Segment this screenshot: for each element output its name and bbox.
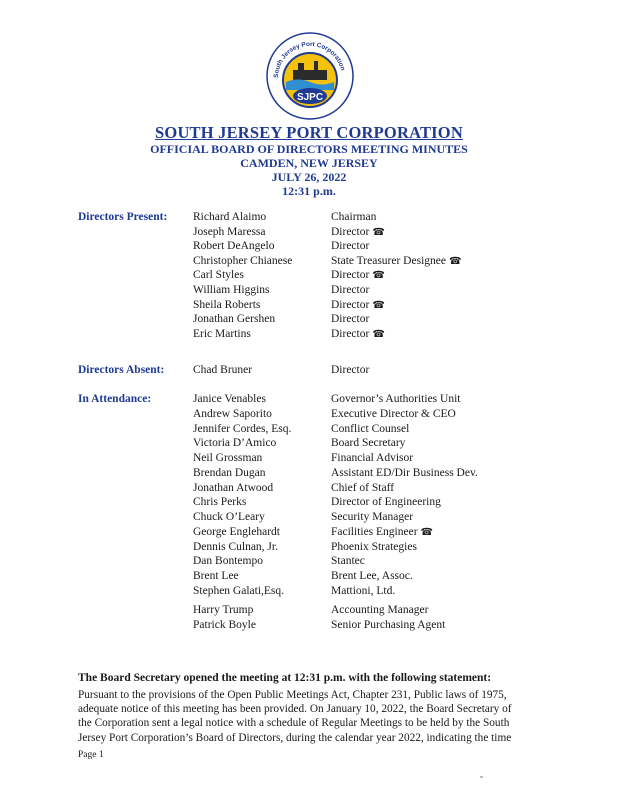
logo-badge-text: SJPC [296, 92, 324, 103]
attendee-name: Patrick Boyle [193, 618, 256, 631]
attendee-role [331, 496, 441, 508]
attendee-role [331, 364, 369, 376]
attendee-name: Brent Lee [193, 570, 239, 582]
attendee-role [331, 269, 385, 281]
attendee-role-text: Board Secretary [331, 437, 406, 450]
attendee-name: Andrew Saporito [193, 407, 272, 420]
attendee-name: Jonathan Gershen [193, 313, 276, 326]
attendee-role [331, 511, 413, 523]
attendee-role [331, 437, 405, 449]
attendee-role-text: Security Manager [331, 511, 414, 523]
attendee-role-text: Brent Lee, Assoc. [331, 570, 413, 582]
attendee-role [331, 328, 385, 340]
attendee-role-text: Financial Advisor [331, 452, 414, 464]
attendee-name: George Englehardt [193, 525, 280, 538]
attendee-name: Eric Martins [193, 327, 251, 340]
attendee-role-text: Mattioni, Ltd. [331, 584, 396, 597]
attendee-role-text: Director [331, 240, 370, 253]
attendee-role [331, 240, 369, 252]
statement-line: adequate notice of this meeting has been provided. On January 10, 2022, the Board Secretary of [78, 703, 512, 716]
attendee-role-text: State Treasurer Designee [331, 254, 446, 267]
attendee-name: Carl Styles [193, 269, 244, 282]
attendee-name: Chris Perks [193, 496, 247, 509]
attendee-role [331, 604, 428, 616]
statement-line: Pursuant to the provisions of the Open Public Meetings Act, Chapter 231, Public laws of 1975, [78, 689, 507, 701]
attendee-name: Brendan Dugan [193, 466, 266, 479]
attendee-role-text: Director [331, 327, 370, 340]
attendee-role [331, 482, 394, 494]
document-header [0, 124, 618, 198]
attendee-role-text: Executive Director & CEO [331, 407, 456, 420]
meeting-time: 12:31 p.m. [282, 184, 336, 198]
telephone-icon: ☎ [420, 526, 434, 538]
attendee-name: Janice Venables [193, 393, 266, 405]
logo-arc-text: South Jersey Port Corporation [272, 40, 347, 79]
meeting-location: CAMDEN, NEW JERSEY [240, 156, 378, 170]
directors-present-label: Directors Present: [78, 211, 168, 223]
attendee-name: Dan Bontempo [193, 555, 263, 568]
statement-line: the Corporation sent a legal notice with a schedule of Regular Meetings to be held by the South [78, 717, 510, 730]
attendee-role-text: Director [331, 313, 370, 326]
attendee-name: Dennis Culnan, Jr. [193, 540, 278, 553]
attendee-role [331, 467, 478, 479]
attendee-role [331, 284, 369, 296]
attendee-role-text: Director [331, 284, 370, 296]
attendee-role-text: Conflict Counsel [331, 422, 410, 435]
attendee-name: Richard Alaimo [193, 211, 267, 223]
attendee-role-text: Director [331, 364, 370, 376]
attendee-name: William Higgins [193, 284, 270, 296]
telephone-icon: ☎ [372, 328, 385, 340]
attendee-role-text: Director of Engineering [331, 496, 441, 509]
attendee-name: Christopher Chianese [193, 254, 293, 267]
attendee-role-text: Stantec [331, 555, 365, 568]
attendee-role-text: Assistant ED/Dir Business Dev. [331, 466, 478, 479]
attendee-role-text: Governor’s Authorities Unit [331, 393, 461, 405]
attendee-role [331, 313, 369, 325]
attendee-name: Sheila Roberts [193, 298, 261, 311]
statement-title: The Board Secretary opened the meeting at 12:31 p.m. with the following statement: [78, 672, 492, 684]
attendee-role [331, 526, 433, 538]
sjpc-logo [264, 30, 356, 120]
attendee-role [331, 226, 385, 238]
attendee-name: Joseph Maressa [193, 225, 266, 238]
attendee-role [331, 408, 456, 420]
attendee-role-text: Facilities Engineer [331, 525, 418, 538]
attendee-name: Jonathan Atwood [193, 481, 274, 494]
attendee-role [331, 299, 385, 311]
attendee-role [331, 393, 460, 405]
attendee-role [331, 585, 395, 597]
meeting-date: JULY 26, 2022 [271, 170, 347, 184]
attendee-role [331, 619, 445, 631]
attendee-name: Neil Grossman [193, 452, 263, 464]
statement-line: Jersey Port Corporation’s Board of Directors, during the calendar year 2022, indicating the time [78, 731, 512, 744]
attendee-role [331, 423, 409, 435]
attendee-name: Jennifer Cordes, Esq. [193, 422, 292, 435]
attendee-role [331, 452, 413, 464]
minutes-subtitle: OFFICIAL BOARD OF DIRECTORS MEETING MINUTES [150, 142, 468, 156]
attendee-name: Chuck O’Leary [193, 511, 265, 523]
attendee-role-text: Chairman [331, 211, 377, 223]
attendee-role [331, 570, 413, 582]
organization-title: SOUTH JERSEY PORT CORPORATION [155, 123, 463, 142]
scan-speck [480, 776, 483, 778]
attendee-name: Victoria D’Amico [193, 437, 277, 450]
attendee-role-text: Director [331, 225, 370, 238]
attendee-role [331, 541, 417, 553]
attendee-role [331, 555, 365, 567]
attendee-role-text: Chief of Staff [331, 481, 395, 494]
statement-paragraph [78, 688, 576, 745]
attendee-name: Stephen Galati,Esq. [193, 584, 285, 597]
attendee-role-text: Senior Purchasing Agent [331, 618, 446, 631]
directors-absent-label: Directors Absent: [78, 364, 165, 376]
in-attendance-label: In Attendance: [78, 393, 152, 405]
attendee-role-text: Director [331, 269, 370, 282]
attendee-name: Chad Bruner [193, 364, 253, 376]
page-number: Page 1 [78, 750, 104, 760]
telephone-icon: ☎ [372, 270, 385, 282]
telephone-icon: ☎ [448, 255, 462, 267]
attendee-role-text: Accounting Manager [331, 604, 429, 616]
attendee-role [331, 211, 376, 223]
telephone-icon: ☎ [372, 299, 385, 311]
attendee-role-text: Phoenix Strategies [331, 540, 417, 553]
attendee-name: Harry Trump [193, 604, 254, 616]
attendee-role [331, 255, 461, 267]
attendee-name: Robert DeAngelo [193, 240, 275, 253]
attendee-role-text: Director [331, 298, 370, 311]
telephone-icon: ☎ [372, 226, 385, 238]
